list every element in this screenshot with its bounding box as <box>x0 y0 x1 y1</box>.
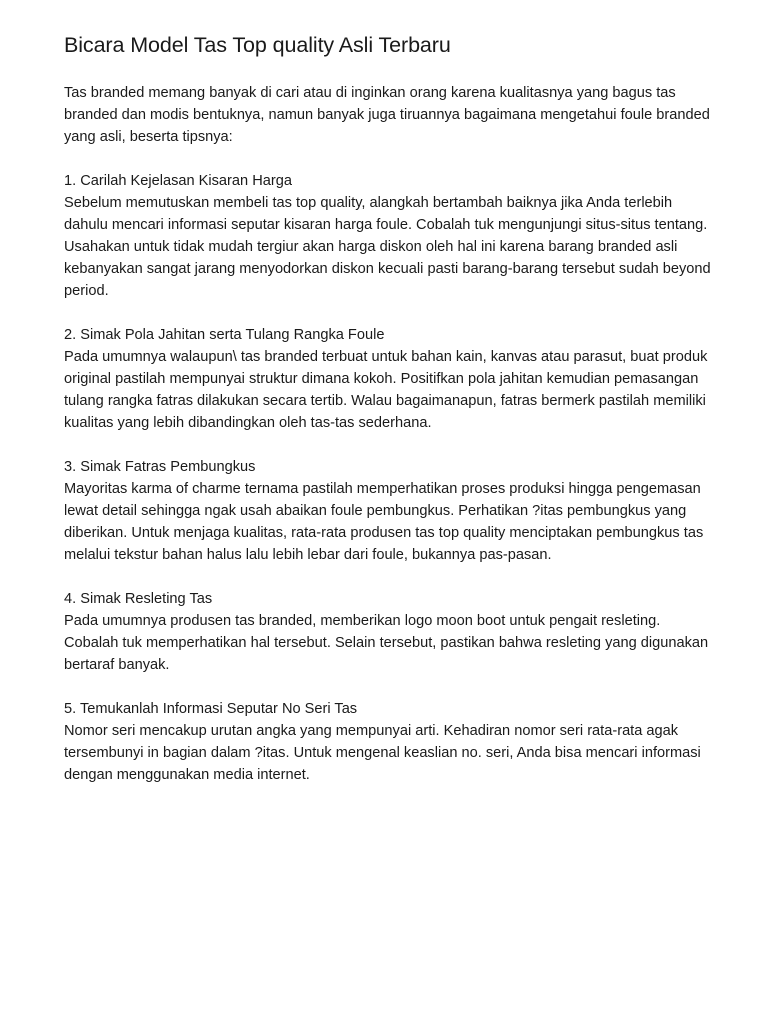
page-title: Bicara Model Tas Top quality Asli Terbaru <box>64 33 451 57</box>
section-body: Pada umumnya walaupun\ tas branded terbuat untuk bahan kain, kanvas atau parasut, buat produk original pastilah mempunyai struktur dimana kokoh. Positifkan pola jahitan kemudian pemasangan tulang rangka fatras dilakukan secara tertib. Walau bagaimanapun, fatras bermerk pastilah memiliki kualitas yang lebih dibandingkan oleh tas-tas sederhana. <box>64 349 708 431</box>
section-1 <box>64 170 714 302</box>
section-body: Sebelum memutuskan membeli tas top quality, alangkah bertambah baiknya jika Anda terlebih dahulu mencari informasi seputar kisaran harga foule. Cobalah tuk mengunjungi situs-situs tentang. Usahakan untuk tidak mudah tergiur akan harga diskon oleh hal ini karena barang branded asli kebanyakan sangat jarang menyodorkan diskon kecuali pasti barang-barang tersebut sudah beyond period. <box>64 195 711 299</box>
intro-paragraph: Tas branded memang banyak di cari atau di inginkan orang karena kualitasnya yang bagus tas branded dan modis bentuknya, namun banyak juga tiruannya bagaimana mengetahui foule branded yang asli, beserta tipsnya: <box>64 85 710 145</box>
section-heading: 5. Temukanlah Informasi Seputar No Seri Tas <box>64 701 358 717</box>
section-body: Mayoritas karma of charme ternama pastilah memperhatikan proses produksi hingga pengemasan lewat detail sehingga ngak usah abaikan foule pembungkus. Perhatikan ?itas pembungkus yang diberikan. Untuk menjaga kualitas, rata-rata produsen tas top quality menciptakan pembungkus tas melalui tekstur bahan halus lalu lebih lebar dari foule, bukannya pas-pasan. <box>64 481 704 563</box>
section-heading: 2. Simak Pola Jahitan serta Tulang Rangka Foule <box>64 327 385 343</box>
section-heading: 1. Carilah Kejelasan Kisaran Harga <box>64 173 292 189</box>
section-5 <box>64 698 714 786</box>
section-body: Nomor seri mencakup urutan angka yang mempunyai arti. Kehadiran nomor seri rata-rata agak tersembunyi in bagian dalam ?itas. Untuk mengenal keaslian no. seri, Anda bisa mencari informasi dengan menggunakan media internet. <box>64 723 701 783</box>
section-2 <box>64 324 714 434</box>
document-page <box>64 30 714 786</box>
section-heading: 4. Simak Resleting Tas <box>64 591 213 607</box>
section-4 <box>64 588 714 676</box>
section-body: Pada umumnya produsen tas branded, memberikan logo moon boot untuk pengait resleting. Cobalah tuk memperhatikan hal tersebut. Selain tersebut, pastikan bahwa resleting yang digunakan bertaraf banyak. <box>64 613 709 673</box>
section-3 <box>64 456 714 566</box>
section-heading: 3. Simak Fatras Pembungkus <box>64 459 256 475</box>
